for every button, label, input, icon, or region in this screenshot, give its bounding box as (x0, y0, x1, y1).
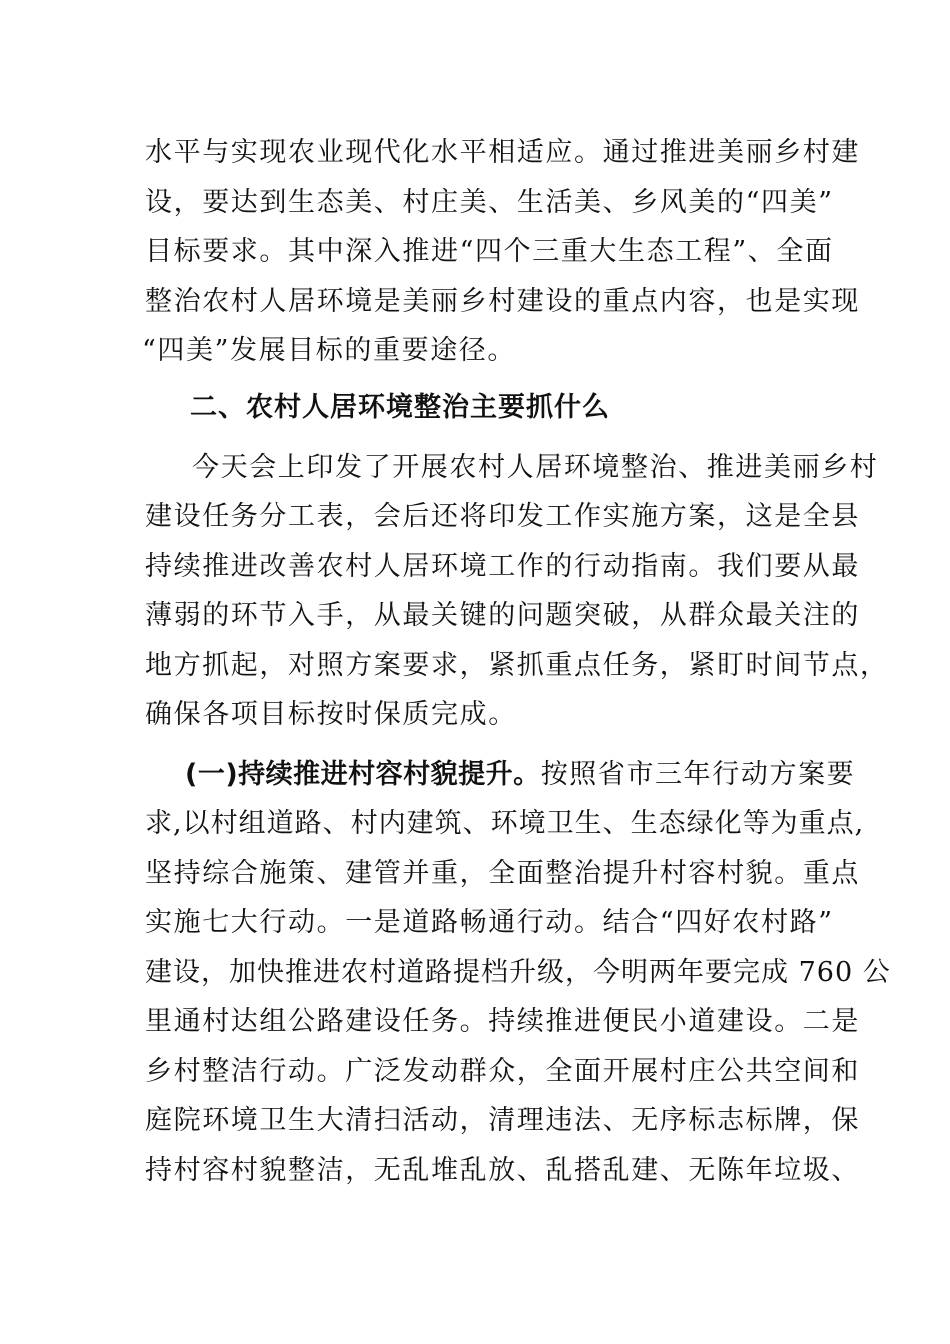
body-line: 坚持综合施策、建管并重，全面整治提升村容村貌。重点 (145, 858, 860, 889)
body-line: 里通村达组公路建设任务。持续推进便民小道建设。二是 (145, 1006, 860, 1037)
body-line: 建设，加快推进农村道路提档升级，今明两年要完成 760 公 (145, 957, 891, 988)
body-line: 目标要求。其中深入推进“四个三重大生态工程”、全面 (145, 236, 834, 267)
paragraph-first-line: 今天会上印发了开展农村人居环境整治、推进美丽乡村 (192, 452, 879, 483)
body-line: 建设任务分工表，会后还将印发工作实施方案，这是全县 (145, 501, 860, 532)
body-line: 实施七大行动。一是道路畅通行动。结合“四好农村路” (145, 907, 834, 938)
body-line: 整治农村人居环境是美丽乡村建设的重点内容，也是实现 (145, 286, 860, 317)
body-line: 求,以村组道路、村内建筑、环境卫生、生态绿化等为重点, (145, 808, 865, 839)
body-line: 设，要达到生态美、村庄美、生活美、乡风美的“四美” (145, 187, 834, 218)
body-line: 持续推进改善农村人居环境工作的行动指南。我们要从最 (145, 551, 860, 582)
section-heading: 二、农村人居环境整治主要抓什么 (190, 392, 610, 423)
body-line: 乡村整洁行动。广泛发动群众，全面开展村庄公共空间和 (145, 1056, 860, 1087)
body-line: 确保各项目标按时保质完成。 (145, 699, 517, 730)
body-line: 持村容村貌整洁，无乱堆乱放、乱搭乱建、无陈年垃圾、 (145, 1155, 860, 1186)
body-line: 水平与实现农业现代化水平相适应。通过推进美丽乡村建 (145, 137, 860, 168)
subsection-first-line (185, 755, 865, 795)
body-line: “四美”发展目标的重要途径。 (142, 335, 517, 366)
subsection-lead-text: 按照省市三年行动方案要 (540, 759, 856, 790)
body-line: 地方抓起，对照方案要求，紧抓重点任务，紧盯时间节点， (145, 650, 889, 681)
body-line: 薄弱的环节入手，从最关键的问题突破，从群众最关注的 (145, 600, 860, 631)
subsection-heading: (一)持续推进村容村貌提升。 (185, 759, 541, 790)
body-line: 庭院环境卫生大清扫活动，清理违法、无序标志标牌，保 (145, 1105, 860, 1136)
